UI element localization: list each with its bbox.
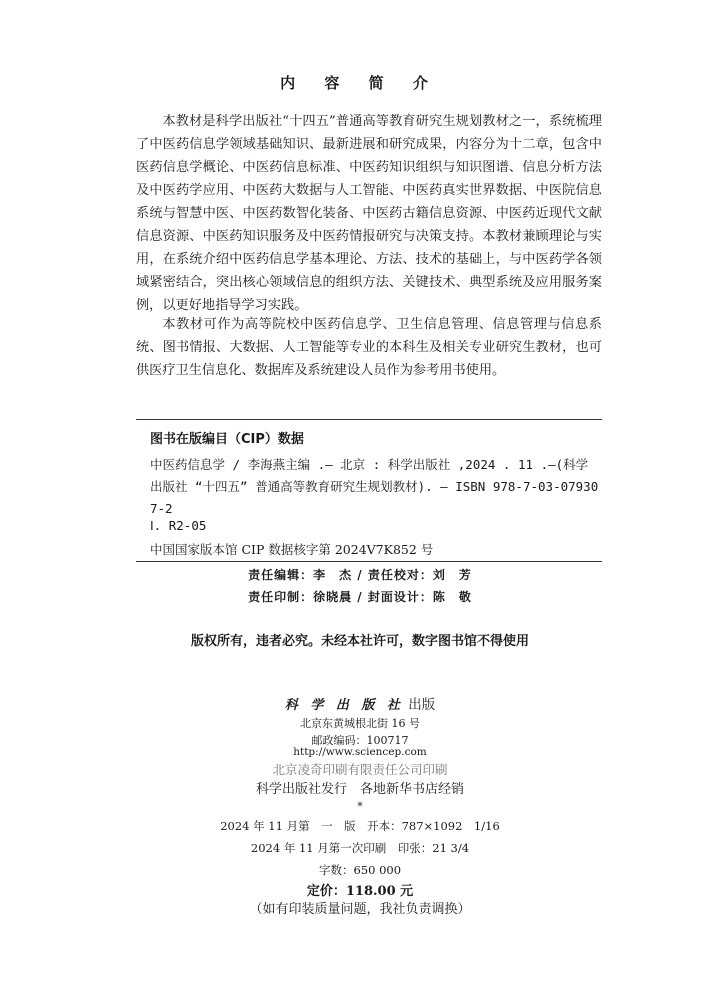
cip-bottom-rule: [136, 561, 602, 562]
quality-note: （如有印装质量问题，我社负责调换）: [249, 902, 471, 917]
publisher-website: http://www.sciencep.com: [293, 746, 427, 758]
staff-editors: 责任编辑：李 杰 / 责任校对：刘 芳: [248, 568, 472, 582]
separator-star: *: [357, 800, 363, 813]
publisher-address: 北京东黄城根北街 16 号: [300, 717, 420, 730]
staff-production: 责任印制：徐晓晨 / 封面设计：陈 敬: [248, 590, 472, 604]
edition-line: 2024 年 11 月第 一 版 开本：787×1092 1/16: [220, 819, 500, 833]
price: 定价：118.00 元: [306, 884, 414, 899]
cip-heading: 图书在版编目（CIP）数据: [150, 432, 304, 447]
print-line: 2024 年 11 月第一次印刷 印张：21 3/4: [250, 841, 470, 855]
printer-line: 北京凌奇印刷有限责任公司印刷: [272, 762, 448, 777]
cip-classification: Ⅰ. R2-05: [150, 518, 207, 533]
intro-paragraph-2: 本教材可作为高等院校中医药信息学、卫生信息管理、信息管理与信息系统、图书情报、大数据、人工智能等专业的本科生及相关专业研究生教材，也可供医疗卫生信息化、数据库及系统建设人员作为参考用书使用。: [136, 317, 602, 378]
intro-paragraph-1: 本教材是科学出版社“十四五”普通高等教育研究生规划教材之一，系统梳理了中医药信息学领域基础知识、最新进展和研究成果，内容分为十二章，包含中医药信息学概论、中医药信息标准、中医药知识组织与知识图谱、信息分析方法及中医药学应用、中医药大数据与人工智能、中医药真实世界数据、中医院信息系统与智慧中医、中医药数智化装备、中医药古籍信息资源、中医药近现代文献信息资源、中医药知识服务及中医药情报研究与决策支持。本教材兼顾理论与实用，在系统介绍中医药信息学基本理论、方法、技术的基础上，与中医药学各领域紧密结合，突出核心领域信息的组织方法、关键技术、典型系统及应用服务案例，以更好地指导学习实践。: [136, 114, 602, 313]
publisher-name: 科 学 出 版 社: [284, 698, 404, 713]
copyright-notice: 版权所有，违者必究。未经本社许可，数字图书馆不得使用: [190, 634, 529, 649]
distribution-line: 科学出版社发行 各地新华书店经销: [255, 782, 464, 797]
publisher-line: [0, 693, 720, 713]
cip-entry: 中医药信息学 / 李海燕主编 .— 北京 : 科学出版社 ,2024 . 11 .—(科学出版社 “十四五” 普通高等教育研究生规划教材). — ISBN 978-7-03-079307-2: [150, 457, 599, 516]
postal-code: 邮政编码：100717: [311, 734, 409, 747]
cip-approval-number: 中国国家版本馆 CIP 数据核字第 2024V7K852 号: [150, 542, 434, 557]
intro-title: 内 容 简 介: [280, 74, 440, 92]
publish-word: 出版: [408, 697, 436, 713]
word-count: 字数：650 000: [318, 863, 402, 877]
cip-top-rule: [136, 419, 602, 420]
